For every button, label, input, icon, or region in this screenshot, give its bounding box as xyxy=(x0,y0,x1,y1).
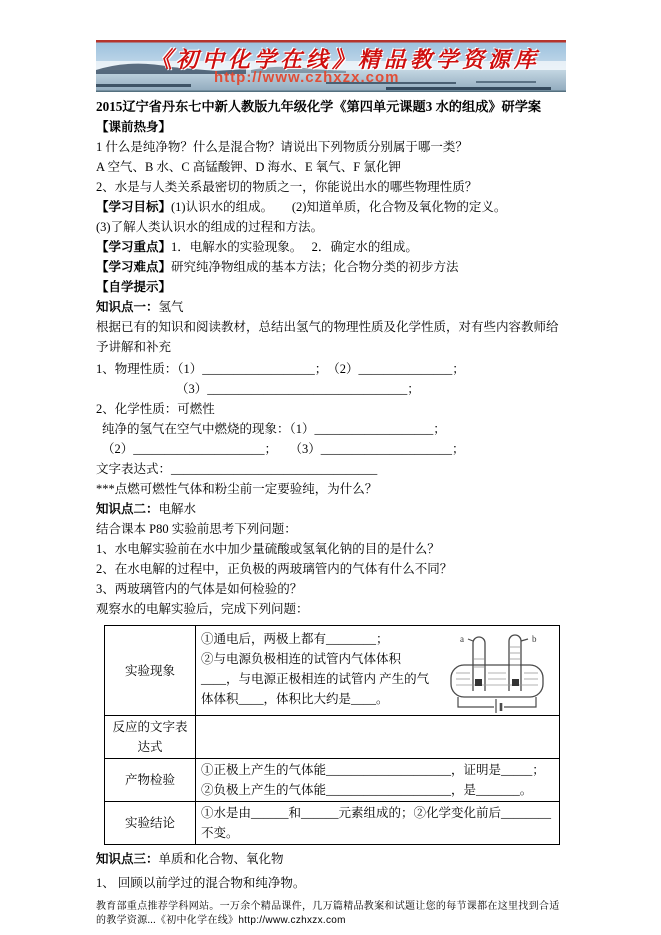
kp1-safety-note: ***点燃可燃性气体和粉尘前一定要验纯，为什么？ xyxy=(96,482,378,496)
experiment-table xyxy=(104,625,560,845)
row-header-product-test: 产物检验 xyxy=(105,759,196,802)
section-difficulty xyxy=(96,257,568,277)
row-header-phenomena: 实验现象 xyxy=(105,626,196,716)
warmup-label: 【课前热身】 xyxy=(96,120,172,134)
banner-url-text: http://www.czhxzx.com xyxy=(214,69,400,86)
keypoint-text: 1．电解水的实验现象。 2．确定水的组成。 xyxy=(171,240,418,254)
product-test-line1: ①正极上产生的气体能____________________，证明是_____； xyxy=(201,763,545,777)
banner-brand-text: 《初中化学在线》精品教学资源库 xyxy=(150,47,541,72)
goals-line1: (1)认识水的组成。 (2)知道单质，化合物及氧化物的定义。 xyxy=(171,200,507,214)
kp2-question-3: 3、两玻璃管内的气体是如何检验的？ xyxy=(96,582,303,596)
warmup-question-1: 1 什么是纯净物？什么是混合物？请说出下列物质分别属于哪一类？ xyxy=(96,140,468,154)
kp1-burn-blank1: 纯净的氢气在空气中燃烧的现象：（1）___________________； xyxy=(102,422,446,436)
kp3-header xyxy=(96,849,568,869)
table-row xyxy=(105,802,560,845)
kp1-word-expression: 文字表达式：_________________________________ xyxy=(96,462,378,476)
kp1-chemical: 2、化学性质：可燃性 xyxy=(96,402,215,416)
table-row xyxy=(105,626,560,716)
footer-text: 教育部重点推荐学科网站。一万余个精品课件，几万篇精品教案和试题让您的每节课都在这里找到合适的教学资源...《初中化学在线》 xyxy=(96,901,560,926)
section-goals xyxy=(96,197,568,217)
page-title: 2015辽宁省丹东七中新人教版九年级化学《第四单元课题3 水的组成》研学案 xyxy=(96,99,542,114)
row-header-word-expression: 反应的文字表达式 xyxy=(105,716,196,759)
phenomena-line2: ②与电源负极相连的试管内气体体积____，与电源正极相连的试管内 产生的气体体积____，体积比大约是____。 xyxy=(201,651,430,706)
kp2-header xyxy=(96,499,568,519)
warmup-question-2: 2、水是与人类关系最密切的物质之一，你能说出水的哪些物理性质？ xyxy=(96,180,478,194)
kp1-intro: 根据已有的知识和阅读教材，总结出氢气的物理性质及化学性质，对有些内容教师给予讲解和补充 xyxy=(96,320,559,354)
section-warmup-header xyxy=(96,117,568,137)
table-row xyxy=(105,759,560,802)
kp3-title: 单质和化合物、氧化物 xyxy=(158,852,284,866)
goals-label: 【学习目标】 xyxy=(96,200,172,214)
goals-line2: (3)了解人类认识水的组成的过程和方法。 xyxy=(96,220,324,234)
section-selfstudy-header xyxy=(96,277,568,297)
kp2-intro: 结合课本 P80 实验前思考下列问题： xyxy=(96,522,297,536)
document-content xyxy=(96,40,568,935)
selfstudy-label: 【自学提示】 xyxy=(96,280,172,294)
kp1-title: 氢气 xyxy=(158,300,184,314)
row-content-phenomena xyxy=(196,626,560,716)
difficulty-text: 研究纯净物组成的基本方法；化合物分类的初步方法 xyxy=(171,260,459,274)
page-footer xyxy=(96,900,568,928)
electrolysis-apparatus-figure xyxy=(442,629,554,713)
warmup-options: A 空气、B 水、C 高锰酸钾、D 海水、E 氧气、F 氯化钾 xyxy=(96,160,401,174)
phenomena-line1: ①通电后，两极上都有________； xyxy=(201,631,389,646)
kp2-observe-prompt: 观察水的电解实验后，完成下列问题： xyxy=(96,602,309,616)
kp2-title: 电解水 xyxy=(158,502,197,516)
kp1-burn-blanks23: （2）_____________________； （3）_____________________； xyxy=(102,442,465,456)
keypoint-label: 【学习重点】 xyxy=(96,240,172,254)
difficulty-label: 【学习难点】 xyxy=(96,260,172,274)
kp2-question-1: 1、水电解实验前在水中加少量硫酸或氢氧化钠的目的是什么？ xyxy=(96,542,440,556)
kp1-physical-blank3: （3）________________________________； xyxy=(176,382,420,396)
section-keypoint xyxy=(96,237,568,257)
tube-b-label: b xyxy=(532,633,537,644)
table-row xyxy=(105,716,560,759)
row-header-conclusion: 实验结论 xyxy=(105,802,196,845)
kp1-header xyxy=(96,297,568,317)
kp1-label: 知识点一： xyxy=(96,300,159,314)
tube-a-label: a xyxy=(460,633,464,644)
row-content-product-test xyxy=(196,759,560,802)
kp2-label: 知识点二： xyxy=(96,502,159,516)
row-content-conclusion: ①水是由______和______元素组成的；②化学变化前后________不变。 xyxy=(196,802,560,845)
product-test-line2: ②负极上产生的气体能____________________，是_______。 xyxy=(201,783,533,797)
kp2-question-2: 2、在水电解的过程中，正负极的两玻璃管内的气体有什么不同？ xyxy=(96,562,453,576)
kp1-physical-blanks: 1、物理性质：（1）__________________； （2）_______________； xyxy=(96,362,465,376)
kp3-question-1: 1、 回顾以前学过的混合物和纯净物。 xyxy=(96,876,306,890)
kp3-label: 知识点三： xyxy=(96,852,159,866)
footer-url: http://www.czhxzx.com xyxy=(238,915,346,926)
row-content-word-expression xyxy=(196,716,560,759)
site-banner xyxy=(96,40,566,92)
